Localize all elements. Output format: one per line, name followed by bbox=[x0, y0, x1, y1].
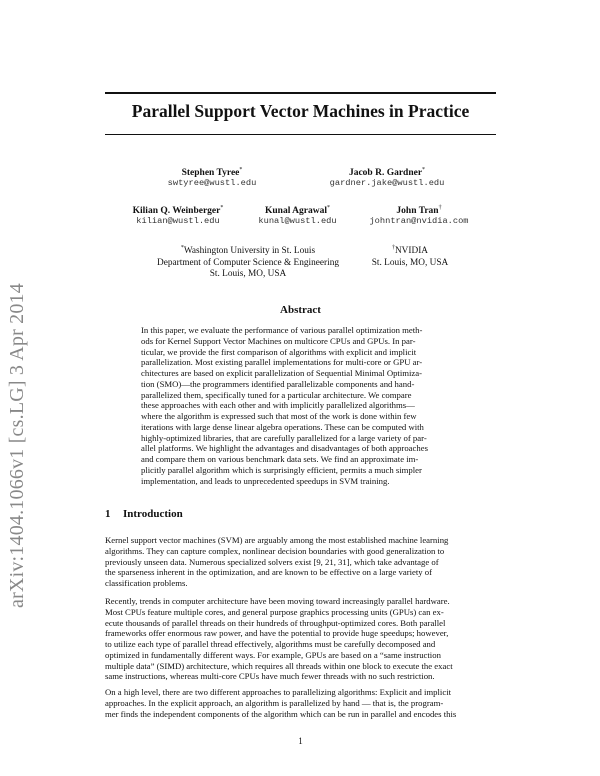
title-rule-top bbox=[105, 92, 496, 94]
arxiv-stamp: arXiv:1404.1066v1 [cs.LG] 3 Apr 2014 bbox=[6, 283, 28, 608]
paragraph-line: ecute thousands of parallel threads on their hundreds of throughput-optimized cores. Both parallel bbox=[105, 617, 446, 628]
author-email: gardner.jake@wustl.edu bbox=[329, 178, 445, 189]
abstract-body bbox=[141, 325, 461, 486]
paragraph-line: to utilize each type of parallel thread effectively, algorithms must be carefully decomposed and bbox=[105, 639, 436, 649]
paragraph-line: On a high level, there are two different approaches to parallelizing algorithms: Explicit and implicit bbox=[105, 687, 452, 697]
author-block bbox=[312, 167, 462, 188]
affiliation-washu bbox=[150, 243, 346, 281]
abstract-line: tion (SMO)—the programmers identified parallelizable components and hand- bbox=[141, 378, 415, 389]
paragraph-line: optimized in fundamentally different ways. For example, GPUs are based on a “same instruction bbox=[105, 649, 441, 660]
paragraph-line: same instructions, whereas multi-core CPUs have much fewer threads with no such restriction. bbox=[105, 671, 435, 682]
author-name: Kunal Agrawal* bbox=[264, 205, 331, 217]
paragraph-line: the sparseness inherent in the optimization, and are known to be effective on a large variety of bbox=[105, 567, 433, 578]
abstract-line: highly-optimized libraries, that are carefully parallelized for a large variety of par- bbox=[141, 432, 427, 443]
author-name: John Tran† bbox=[396, 205, 442, 217]
section-number: 1 bbox=[105, 508, 111, 520]
affiliation-line: Department of Computer Science & Engineering bbox=[156, 257, 339, 268]
paragraph-line: frameworks offer enormous raw power, and have the potential to provide huge speedups; however, bbox=[105, 628, 449, 639]
section-heading bbox=[105, 508, 183, 520]
author-email: swtyree@wustl.edu bbox=[167, 178, 257, 189]
abstract-line: implementation, and leads to unprecedented speedups in SVM training. bbox=[141, 475, 390, 486]
affiliation-nvidia bbox=[360, 243, 460, 269]
affiliation-line: St. Louis, MO, USA bbox=[209, 269, 287, 280]
paragraph-line: Most CPUs feature multiple cores, and general purpose graphics processing units (GPUs) can ex- bbox=[105, 606, 444, 617]
affiliation-line: St. Louis, MO, USA bbox=[371, 257, 449, 268]
abstract-line: iterations with large dense linear algebra operations. These can be computed with bbox=[141, 421, 424, 432]
abstract-heading: Abstract bbox=[280, 304, 321, 316]
paragraph-line: classification problems. bbox=[105, 578, 188, 588]
paragraph-line: Kernel support vector machines (SVM) are arguably among the most established machine learning bbox=[105, 535, 449, 545]
paragraph bbox=[105, 535, 496, 589]
abstract-line: these approaches with each other and with implicitly parallelized algorithms— bbox=[141, 400, 415, 411]
author-block bbox=[152, 167, 272, 188]
author-block bbox=[118, 205, 238, 226]
paragraph bbox=[105, 596, 496, 682]
abstract-line: parallelized them, specifically tuned for a particular architecture. We compare bbox=[141, 389, 412, 400]
title-rule-bottom bbox=[105, 134, 496, 135]
paragraph-line: approaches. In the explicit approach, an algorithm is parallelized by hand — that is, the program- bbox=[105, 697, 444, 708]
author-email: kilian@wustl.edu bbox=[136, 216, 220, 227]
abstract-line: allel platforms. We highlight the advantages and disadvantages of both approaches bbox=[141, 443, 428, 454]
affiliation-line: †NVIDIA bbox=[391, 245, 429, 257]
abstract-line: In this paper, we evaluate the performance of various parallel optimization meth- bbox=[141, 325, 423, 335]
abstract-line: parallelization. Most existing parallel implementations for multi-core or GPU ar- bbox=[141, 357, 423, 368]
author-email: kunal@wustl.edu bbox=[258, 216, 337, 227]
paragraph-line: multiple data” (SIMD) architecture, which requires all threads within one block to execute the exact bbox=[105, 660, 453, 671]
abstract-line: chitectures are based on explicit parallelization of Sequential Minimal Optimiza- bbox=[141, 368, 423, 378]
paragraph-line: Recently, trends in computer architecture have been moving toward increasingly parallel hardware. bbox=[105, 596, 450, 606]
affiliation-line: *Washington University in St. Louis bbox=[180, 245, 316, 257]
paper-title: Parallel Support Vector Machines in Practice bbox=[131, 101, 470, 121]
author-name: Kilian Q. Weinberger* bbox=[132, 205, 224, 217]
abstract-line: and compare them on various benchmark data sets. We find an approximate im- bbox=[141, 454, 419, 464]
paragraph-line: previously unseen data. Numerous specialized solvers exist [9, 21, 31], which take advantage of bbox=[105, 556, 439, 567]
author-name: Stephen Tyree* bbox=[181, 167, 243, 179]
author-block bbox=[356, 205, 482, 226]
paragraph-line: algorithms. They can capture complex, nonlinear decision boundaries with good generalization to bbox=[105, 545, 445, 556]
author-email: johntran@nvidia.com bbox=[369, 216, 469, 227]
page-number: 1 bbox=[298, 736, 303, 746]
abstract-line: where the algorithm is expressed such that most of the work is done within few bbox=[141, 411, 417, 421]
author-name: Jacob R. Gardner* bbox=[348, 167, 426, 179]
paragraph bbox=[105, 687, 496, 719]
paragraph-line: mer finds the independent components of the algorithm which can be run in parallel and encodes this bbox=[105, 708, 457, 719]
abstract-line: ods for Kernel Support Vector Machines on multicore CPUs and GPUs. In par- bbox=[141, 335, 416, 346]
abstract-line: plicitly parallel algorithm which is surprisingly efficient, permits a much simpler bbox=[141, 464, 422, 475]
section-title: Introduction bbox=[123, 508, 183, 520]
abstract-line: ticular, we provide the first comparison of algorithms with explicit and implicit bbox=[141, 346, 417, 357]
author-block bbox=[245, 205, 350, 226]
